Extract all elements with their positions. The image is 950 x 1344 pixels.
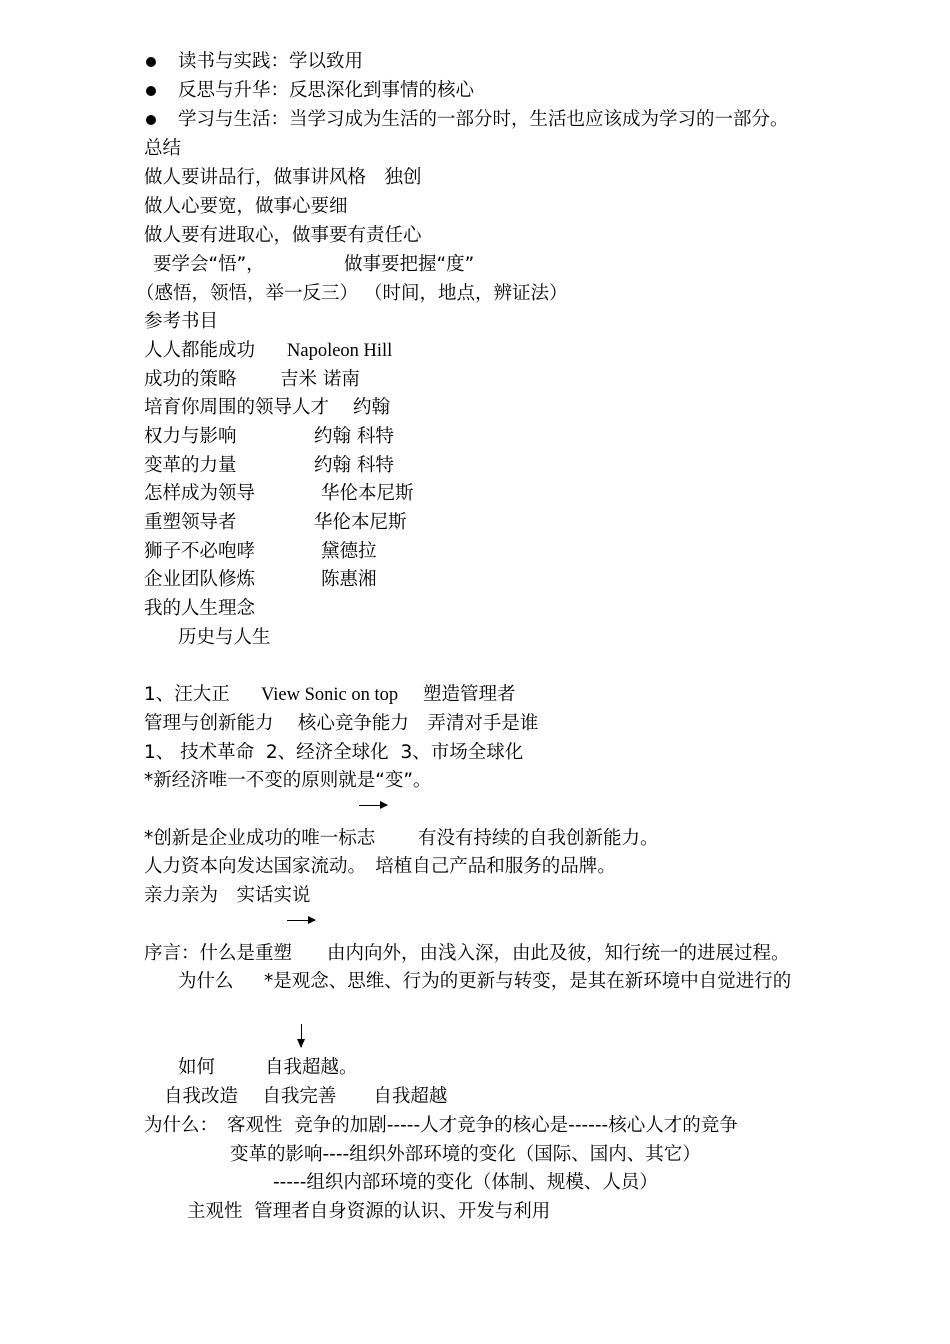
down-arrow-icon bbox=[301, 1024, 302, 1047]
book-title: 企业团队修炼 bbox=[144, 569, 256, 590]
book-title: 重塑领导者 bbox=[144, 512, 237, 533]
why-line: 主观性 管理者自身资源的认识、开发与利用 bbox=[187, 1201, 551, 1222]
talk-line: 管理与创新能力 核心竞争能力 弄清对手是谁 bbox=[144, 713, 539, 734]
why-line: 变革的影响----组织外部环境的变化（国际、国内、其它） bbox=[230, 1144, 701, 1165]
learn-detail-right: （时间，地点，辨证法） bbox=[364, 283, 568, 304]
book-title: 权力与影响 bbox=[144, 426, 237, 447]
preface-line: 自我改造 自我完善 自我超越 bbox=[164, 1086, 448, 1107]
bullet-dot bbox=[146, 115, 156, 125]
philosophy-heading: 我的人生理念 bbox=[144, 598, 256, 619]
bullet-item: 读书与实践：学以致用 bbox=[178, 51, 364, 72]
why-line: -----组织内部环境的变化（体制、规模、人员） bbox=[273, 1172, 658, 1193]
talk-line: 1、 技术革命 2、经济全球化 3、市场全球化 bbox=[144, 742, 524, 763]
references-heading: 参考书目 bbox=[144, 311, 219, 332]
learn-left: 要学会“悟”， bbox=[153, 254, 265, 275]
book-title: 成功的策略 bbox=[144, 369, 237, 390]
preface-line: 自我超越。 bbox=[265, 1057, 358, 1078]
book-title: 人人都能成功 bbox=[144, 340, 256, 361]
book-author: 吉米 诺南 bbox=[280, 369, 360, 390]
book-author: 黛德拉 bbox=[321, 541, 377, 562]
bullet-item: 学习与生活：当学习成为生活的一部分时，生活也应该成为学习的一部分。 bbox=[178, 109, 789, 130]
summary-line: 做人心要宽，做事心要细 bbox=[144, 196, 348, 217]
talk-line: 有没有持续的自我创新能力。 bbox=[418, 828, 659, 849]
bullet-dot bbox=[146, 57, 156, 67]
philosophy-sub: 历史与人生 bbox=[178, 627, 271, 648]
preface-line: 为什么 bbox=[178, 971, 234, 992]
book-title: 变革的力量 bbox=[144, 455, 237, 476]
book-author: 华伦本尼斯 bbox=[321, 483, 414, 504]
talk-line: *创新是企业成功的唯一标志 bbox=[144, 828, 376, 849]
summary-line: 做人要有进取心，做事要有责任心 bbox=[144, 225, 422, 246]
why-label: 为什么： bbox=[144, 1115, 219, 1136]
talk-line: 亲力亲为 实话实说 bbox=[144, 885, 311, 906]
book-author: 约翰 科特 bbox=[314, 426, 394, 447]
book-author: 陈惠湘 bbox=[321, 569, 377, 590]
right-arrow-icon bbox=[359, 805, 387, 806]
bullet-item: 反思与升华：反思深化到事情的核心 bbox=[178, 80, 475, 101]
learn-detail-left: （感悟，领悟，举一反三） bbox=[136, 283, 359, 304]
preface-line: 如何 bbox=[178, 1057, 216, 1078]
talk-topic: 塑造管理者 bbox=[423, 684, 516, 705]
bullet-dot bbox=[146, 86, 156, 96]
right-arrow-icon bbox=[287, 920, 315, 921]
preface-line: *是观念、思维、行为的更新与转变，是其在新环境中自觉进行的 bbox=[264, 971, 792, 992]
book-title: 怎样成为领导 bbox=[144, 483, 256, 504]
summary-heading: 总结 bbox=[144, 138, 182, 159]
why-line: 客观性 竞争的加剧-----人才竞争的核心是------核心人才的竞争 bbox=[227, 1115, 738, 1136]
learn-right: 做事要把握“度” bbox=[344, 254, 475, 275]
book-author: 约翰 bbox=[353, 397, 391, 418]
talk-line: 人力资本向发达国家流动。 培植自己产品和服务的品牌。 bbox=[144, 856, 616, 877]
preface-line: 由内向外，由浅入深，由此及彼，知行统一的进展过程。 bbox=[327, 943, 790, 964]
talk-company: View Sonic on top bbox=[261, 685, 399, 705]
book-title: 狮子不必咆哮 bbox=[144, 541, 256, 562]
book-author: 华伦本尼斯 bbox=[314, 512, 407, 533]
preface-line: 序言：什么是重塑 bbox=[144, 943, 293, 964]
summary-line: 做人要讲品行，做事讲风格 独创 bbox=[144, 167, 422, 188]
book-author: Napoleon Hill bbox=[287, 341, 393, 361]
talk-speaker: 1、汪大正 bbox=[144, 684, 230, 705]
book-title: 培育你周围的领导人才 bbox=[144, 397, 330, 418]
talk-line: *新经济唯一不变的原则就是“变”。 bbox=[144, 770, 432, 791]
book-author: 约翰 科特 bbox=[314, 455, 394, 476]
